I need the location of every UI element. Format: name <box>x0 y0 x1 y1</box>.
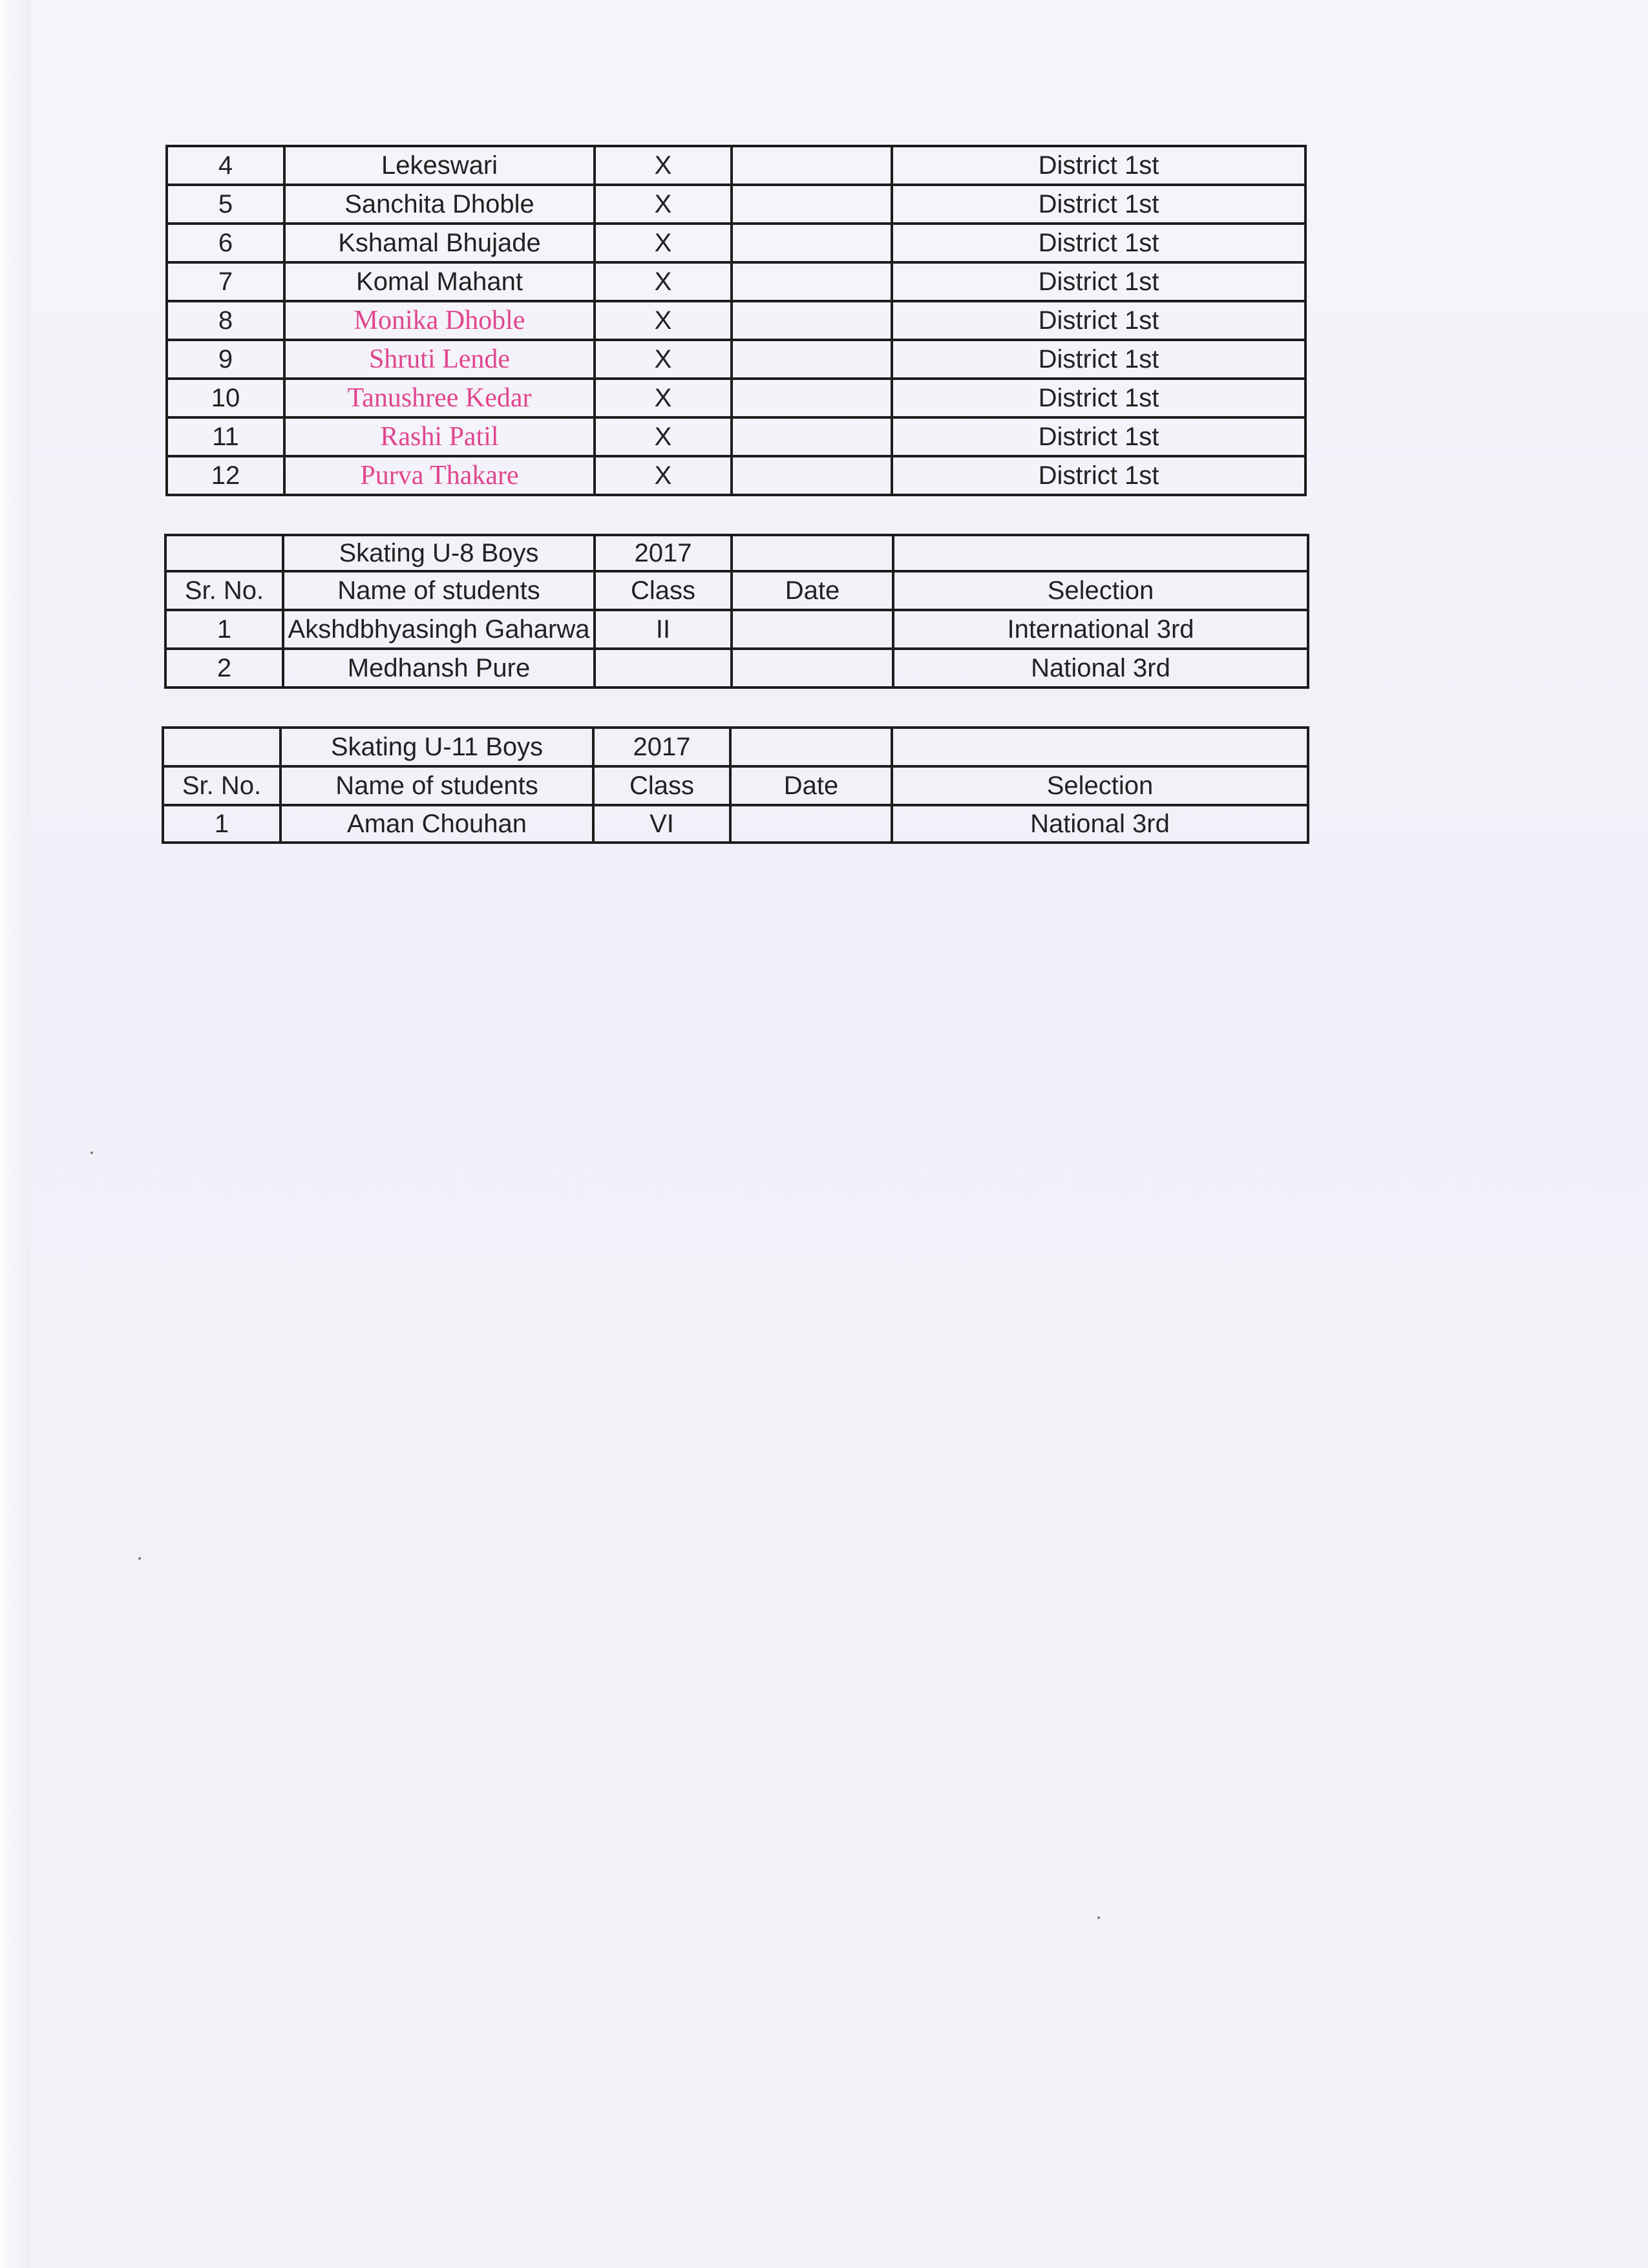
header-selection: Selection <box>892 766 1308 805</box>
cell-date <box>732 379 892 417</box>
cell-name: Lekeswari <box>284 146 595 185</box>
table-row <box>165 649 1308 688</box>
cell-selection: District 1st <box>892 262 1305 301</box>
table-header-row <box>165 571 1308 610</box>
cell-selection: National 3rd <box>892 805 1308 843</box>
cell-sr: 7 <box>167 262 284 301</box>
cell-selection: National 3rd <box>893 649 1308 688</box>
cell-class: X <box>595 224 732 262</box>
header-date: Date <box>732 571 893 610</box>
paper-left-edge <box>0 0 31 2268</box>
cell-sr: 4 <box>167 146 284 185</box>
cell-class: X <box>595 185 732 224</box>
empty-cell <box>732 535 893 571</box>
header-name: Name of students <box>280 766 593 805</box>
table-title: Skating U-11 Boys <box>280 728 593 766</box>
table-row <box>167 301 1305 340</box>
cell-class: II <box>595 610 732 649</box>
table-year: 2017 <box>595 535 732 571</box>
table-row <box>167 224 1305 262</box>
cell-sr: 10 <box>167 379 284 417</box>
header-selection: Selection <box>893 571 1308 610</box>
table-year: 2017 <box>593 728 730 766</box>
cell-class: X <box>595 417 732 456</box>
cell-class: X <box>595 262 732 301</box>
cell-date <box>732 610 893 649</box>
cell-sr: 12 <box>167 456 284 495</box>
cell-name: Sanchita Dhoble <box>284 185 595 224</box>
table-row <box>167 379 1305 417</box>
cell-selection: District 1st <box>892 417 1305 456</box>
cell-selection: District 1st <box>892 456 1305 495</box>
cell-sr: 8 <box>167 301 284 340</box>
cell-class: X <box>595 340 732 379</box>
paper-speck <box>1097 1916 1100 1919</box>
cell-class <box>595 649 732 688</box>
cell-date <box>732 262 892 301</box>
cell-name: Medhansh Pure <box>283 649 595 688</box>
cell-selection: District 1st <box>892 301 1305 340</box>
cell-name: Purva Thakare <box>284 456 595 495</box>
cell-sr: 2 <box>165 649 283 688</box>
cell-sr: 6 <box>167 224 284 262</box>
paper-speck <box>90 1151 93 1154</box>
header-sr-no: Sr. No. <box>163 766 280 805</box>
cell-name: Monika Dhoble <box>284 301 595 340</box>
cell-date <box>730 805 892 843</box>
cell-class: VI <box>593 805 730 843</box>
header-sr-no: Sr. No. <box>165 571 283 610</box>
cell-sr: 1 <box>163 805 280 843</box>
empty-cell <box>165 535 283 571</box>
cell-name: Kshamal Bhujade <box>284 224 595 262</box>
table-row <box>167 185 1305 224</box>
cell-date <box>732 340 892 379</box>
cell-name: Komal Mahant <box>284 262 595 301</box>
cell-class: X <box>595 301 732 340</box>
cell-selection: District 1st <box>892 379 1305 417</box>
table-title-row <box>163 728 1308 766</box>
table-row <box>167 146 1305 185</box>
cell-selection: District 1st <box>892 340 1305 379</box>
cell-name: Shruti Lende <box>284 340 595 379</box>
table-row <box>167 417 1305 456</box>
table-row <box>167 456 1305 495</box>
header-class: Class <box>593 766 730 805</box>
cell-class: X <box>595 456 732 495</box>
header-date: Date <box>730 766 892 805</box>
empty-cell <box>730 728 892 766</box>
cell-selection: District 1st <box>892 224 1305 262</box>
cell-date <box>732 417 892 456</box>
empty-cell <box>893 535 1308 571</box>
table-row <box>167 340 1305 379</box>
table-header-row <box>163 766 1308 805</box>
cell-class: X <box>595 146 732 185</box>
skating-u11-boys-table <box>162 726 1309 844</box>
empty-cell <box>892 728 1308 766</box>
cell-sr: 9 <box>167 340 284 379</box>
cell-name: Tanushree Kedar <box>284 379 595 417</box>
skating-u8-boys-table <box>164 534 1309 689</box>
table-row <box>167 262 1305 301</box>
continued-results-table <box>165 145 1307 496</box>
table-title-row <box>165 535 1308 571</box>
cell-sr: 11 <box>167 417 284 456</box>
cell-date <box>732 146 892 185</box>
table-row <box>165 610 1308 649</box>
cell-name: Rashi Patil <box>284 417 595 456</box>
cell-date <box>732 649 893 688</box>
cell-date <box>732 301 892 340</box>
cell-sr: 5 <box>167 185 284 224</box>
cell-sr: 1 <box>165 610 283 649</box>
cell-class: X <box>595 379 732 417</box>
empty-cell <box>163 728 280 766</box>
table-row <box>163 805 1308 843</box>
cell-date <box>732 224 892 262</box>
cell-selection: International 3rd <box>893 610 1308 649</box>
header-name: Name of students <box>283 571 595 610</box>
paper-speck <box>138 1557 141 1560</box>
cell-date <box>732 185 892 224</box>
cell-selection: District 1st <box>892 185 1305 224</box>
cell-name: Akshdbhyasingh Gaharwa <box>283 610 595 649</box>
cell-selection: District 1st <box>892 146 1305 185</box>
cell-date <box>732 456 892 495</box>
header-class: Class <box>595 571 732 610</box>
cell-name: Aman Chouhan <box>280 805 593 843</box>
table-title: Skating U-8 Boys <box>283 535 595 571</box>
